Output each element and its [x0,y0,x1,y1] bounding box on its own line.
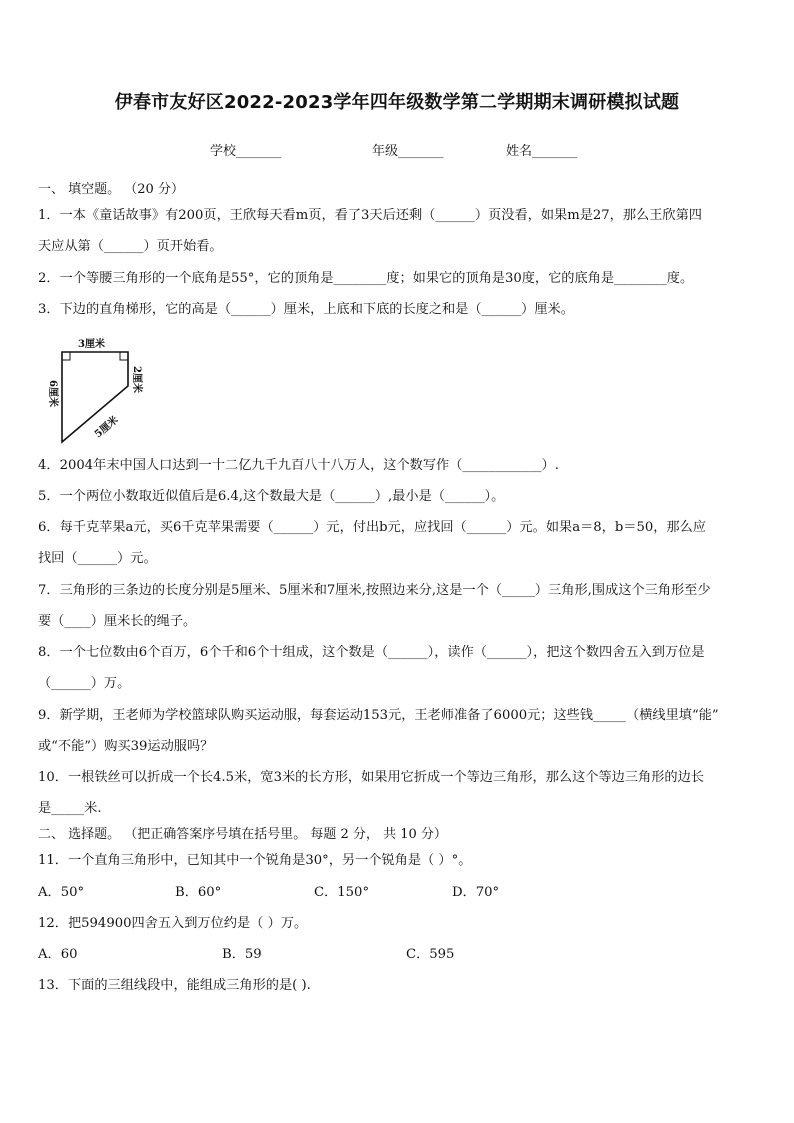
q12-option-c: C．595 [406,947,455,962]
page-title: 伊春市友好区2022-2023学年四年级数学第二学期期末调研模拟试题 [114,92,680,113]
q12-option-a: A．60 [38,947,78,962]
trapezoid-shape [62,352,128,442]
section2-heading: 二、 选择题。 （把正确答案序号填在括号里。 每题 2 分， 共 10 分） [38,827,447,842]
question-7-line-1: 7．三角形的三条边的长度分别是5厘米、5厘米和7厘米,按照边来分,这是一个（_____）三角形,围成这个三角形至少 [38,583,711,598]
q11-option-d: D．70° [452,885,500,900]
left-length-label: 6厘米 [47,380,58,407]
name-field: 姓名_______ [506,144,578,159]
question-1-line-2: 天应从第（______）页开始看。 [38,239,223,254]
trapezoid-figure [38,334,158,446]
grade-field: 年级_______ [372,144,444,159]
right-angle-mark-right [120,352,128,360]
school-field: 学校_______ [210,144,282,159]
question-11: 11．一个直角三角形中，已知其中一个锐角是30°，另一个锐角是（ ）°。 [38,853,472,868]
question-12: 12．把594900四舍五入到万位约是（ ）万。 [38,916,308,931]
question-2: 2．一个等腰三角形的一个底角是55°，它的顶角是________度；如果它的顶角是30度，它的底角是________度。 [38,271,694,286]
right-length-label: 2厘米 [131,366,142,393]
question-1-line-1: 1．一本《童话故事》有200页，王欣每天看m页，看了3天后还剩（______）页没看，如果m是27，那么王欣第四 [38,208,702,223]
question-6-line-2: 找回（______）元。 [38,551,157,566]
question-5: 5．一个两位小数取近似值后是6.4,这个数最大是（______）,最小是（______）。 [38,489,505,504]
question-4: 4．2004年末中国人口达到一十二亿九千九百八十八万人，这个数写作（____________）. [38,458,559,473]
q11-option-b: B．60° [175,885,222,900]
slant-length-label: 5厘米 [92,414,121,441]
question-8-line-1: 8．一个七位数由6个百万，6个千和6个十组成，这个数是（______），读作（______），把这个数四舍五入到万位是 [38,645,705,660]
question-9-line-1: 9．新学期，王老师为学校篮球队购买运动服，每套运动153元，王老师准备了6000元；这些钱_____（横线里填“能” [38,708,719,723]
question-9-line-2: 或“不能”）购买39运动服吗？ [38,739,214,754]
q12-option-b: B．59 [222,947,262,962]
question-7-line-2: 要（____）厘米长的绳子。 [38,614,197,629]
q11-option-c: C．150° [314,885,370,900]
right-angle-mark-left [62,352,70,360]
question-10-line-1: 10．一根铁丝可以折成一个长4.5米，宽3米的长方形，如果用它折成一个等边三角形，那么这个等边三角形的边长 [38,770,704,785]
question-6-line-1: 6．每千克苹果a元，买6千克苹果需要（______）元，付出b元，应找回（______）元。如果a＝8，b＝50，那么应 [38,520,706,535]
top-length-label: 3厘米 [78,339,105,350]
question-10-line-2: 是_____米. [38,801,102,816]
question-13: 13．下面的三组线段中，能组成三角形的是( ). [38,978,311,993]
question-8-line-2: （______）万。 [38,676,131,691]
section1-heading: 一、 填空题。 （20 分） [38,182,184,197]
q11-option-a: A．50° [38,885,85,900]
question-3: 3．下边的直角梯形，它的高是（______）厘米，上底和下底的长度之和是（______）厘米。 [38,302,574,317]
